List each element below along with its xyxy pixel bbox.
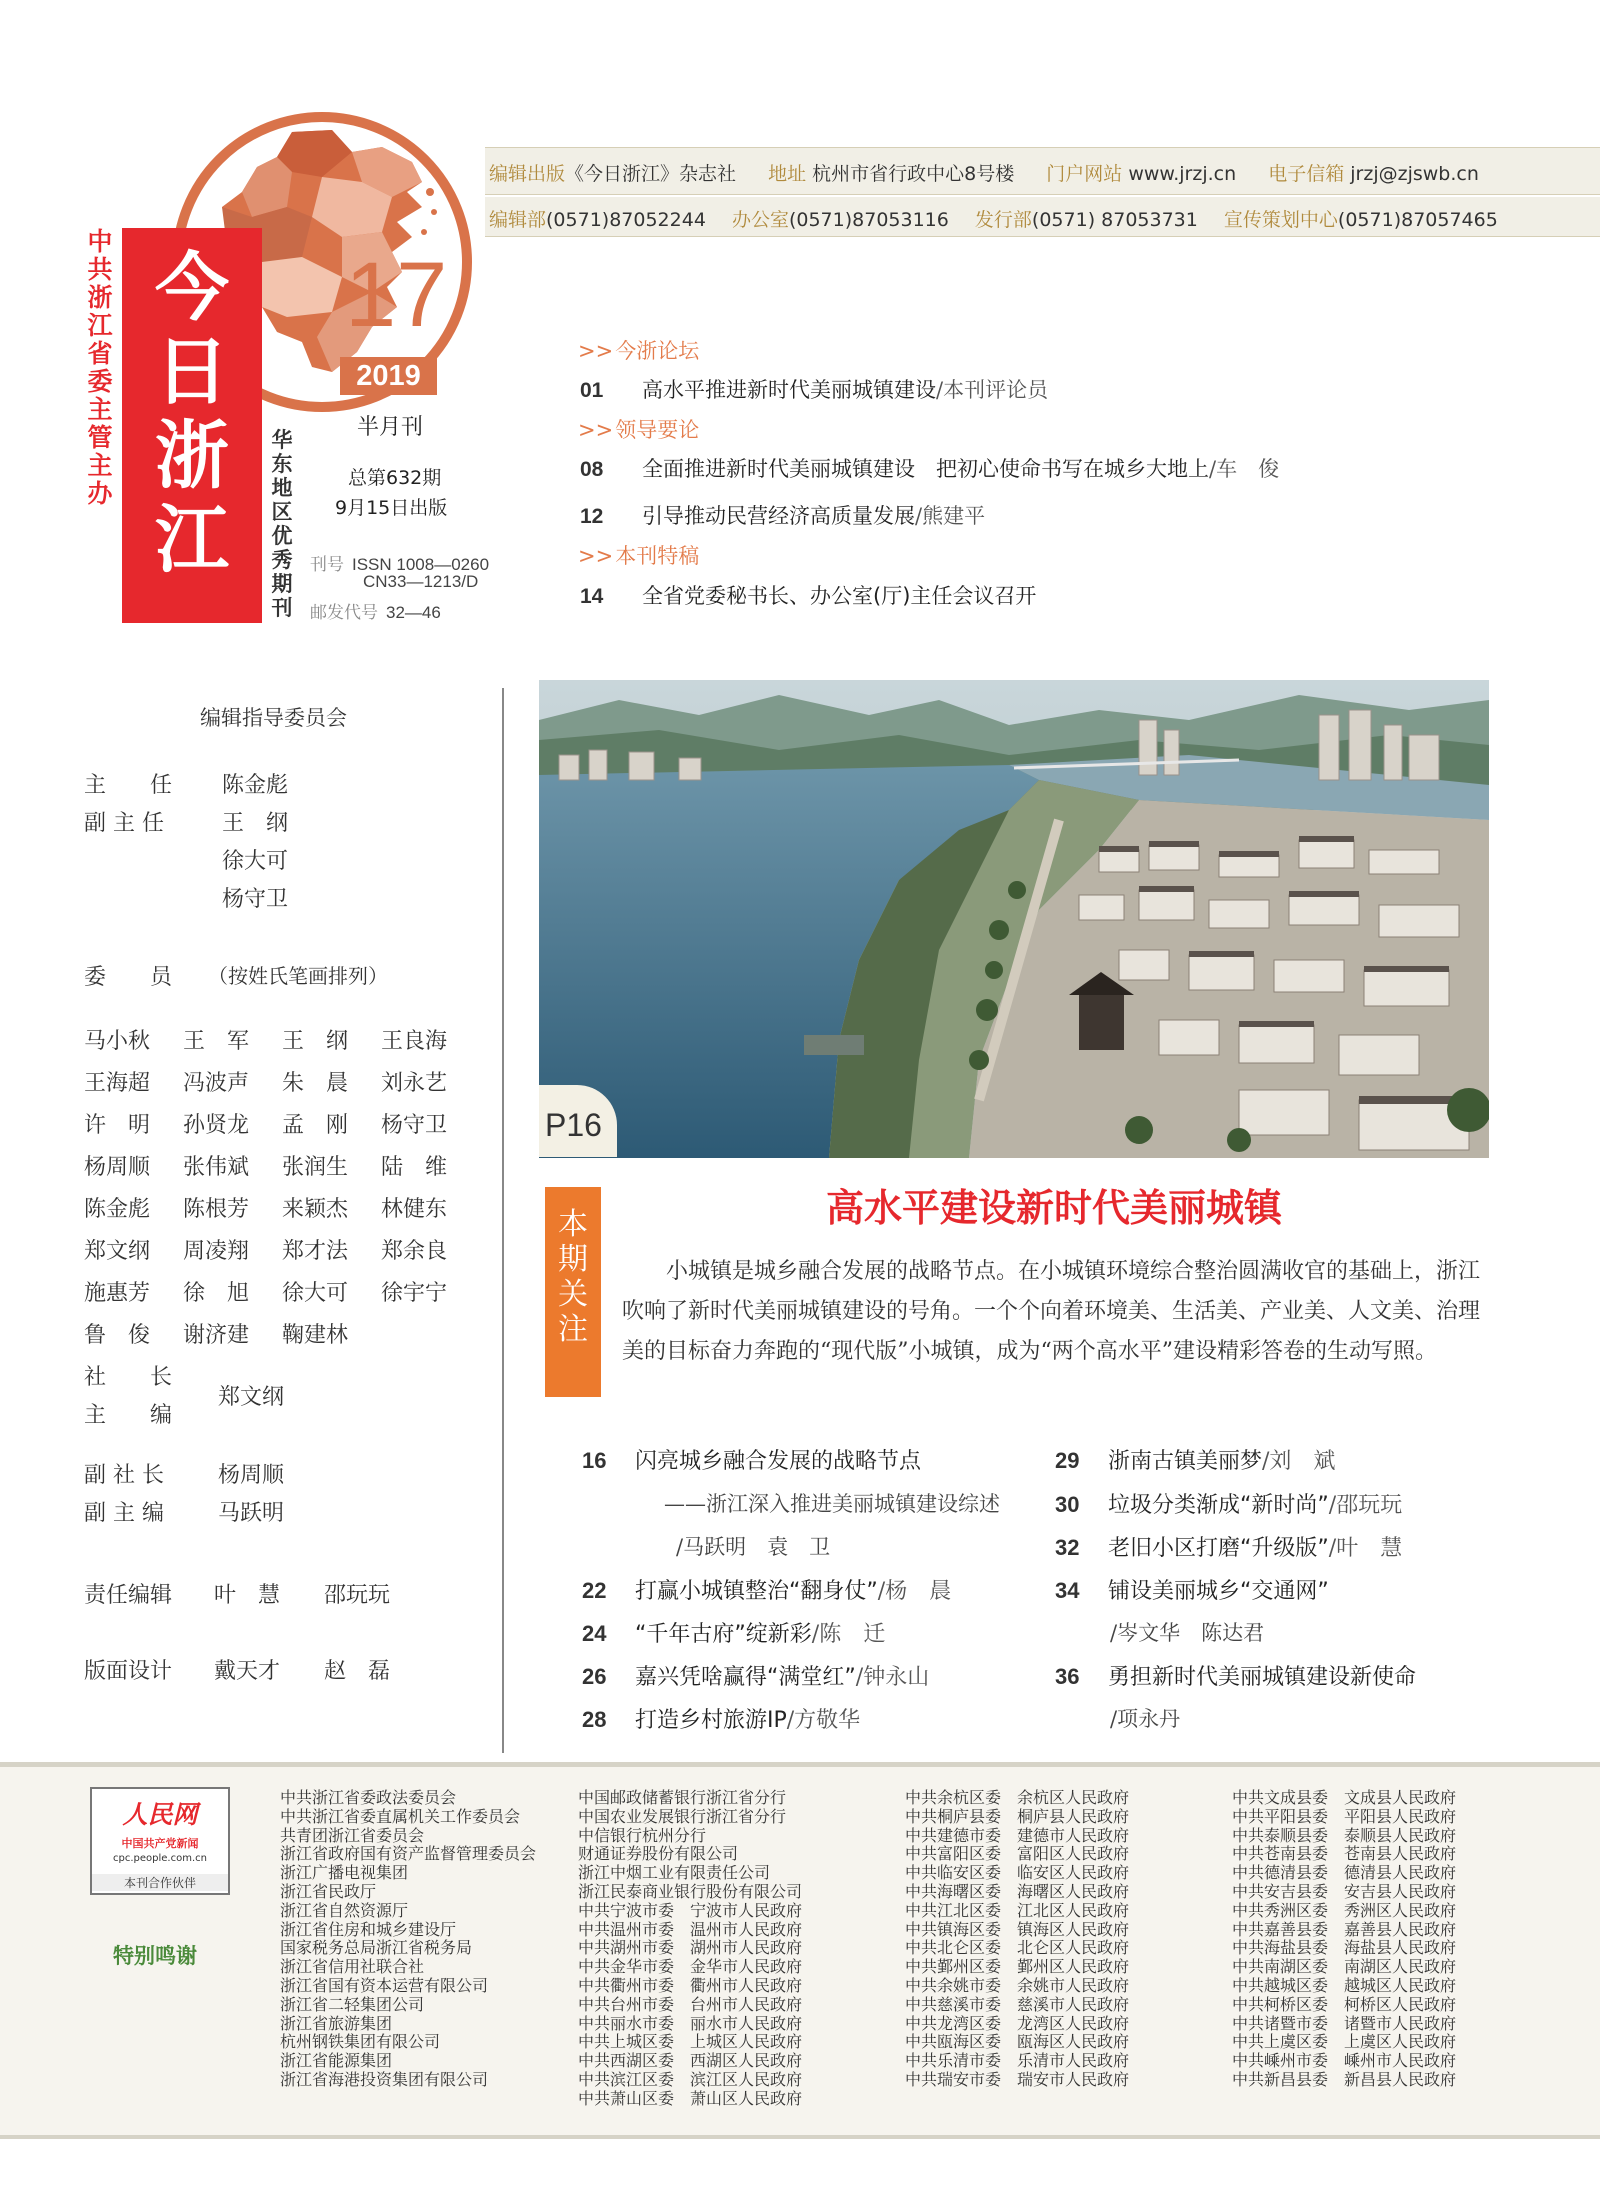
thanks-org-item: 中共湖州市委 湖州市人民政府 [578, 1938, 803, 1958]
thanks-org-item: 中共海曙区委 海曙区人民政府 [905, 1881, 1130, 1901]
section-heading: >>领导要论 [578, 418, 700, 442]
thanks-org-item: 浙江省政府国有资产监督管理委员会 [280, 1844, 537, 1864]
thanks-org-item: 中共滨江区委 滨江区人民政府 [578, 2069, 803, 2089]
thanks-org-item: 中共温州市委 温州市人民政府 [578, 1919, 803, 1939]
thanks-org-item: 中共越城区委 越城区人民政府 [1232, 1975, 1457, 1995]
publication-date: 9月15日出版 [335, 497, 448, 519]
toc-item[interactable]: 29 浙南古镇美丽梦/刘 斌 [1055, 1448, 1336, 1474]
thanks-org-item: 共青团浙江省委员会 [280, 1825, 425, 1845]
thanks-org-item: 中共瓯海区委 瓯海区人民政府 [905, 2032, 1130, 2052]
members-note: （按姓氏笔画排列） [208, 964, 388, 988]
committee-member-name: 陆 维 [381, 1155, 448, 1180]
toc-item[interactable]: 32 老旧小区打磨“升级版”/叶 慧 [1055, 1535, 1403, 1561]
publisher-info-line-1: 编辑出版《今日浙江》杂志社 地址 杭州市省行政中心8号楼 门户网站 www.jrzj.cn 电子信箱 jrzj@zjswb.cn [489, 163, 1479, 185]
thanks-org-item: 浙江广播电视集团 [280, 1863, 409, 1883]
thanks-org-item: 中共诸暨市委 诸暨市人民政府 [1232, 2013, 1457, 2033]
thanks-org-item: 财通证券股份有限公司 [578, 1844, 739, 1864]
committee-heading: 编辑指导委员会 [200, 706, 347, 730]
toc-item[interactable]: 16 闪亮城乡融合发展的战略节点 [582, 1448, 922, 1474]
postal-code-line: 邮发代号 32—46 [310, 603, 441, 622]
thanks-org-item: 中共文成县委 文成县人民政府 [1232, 1788, 1457, 1807]
section-heading: >>本刊特稿 [578, 544, 700, 568]
logo-char-1: 今 [155, 245, 229, 331]
committee-member-name: 徐宇宁 [381, 1281, 448, 1306]
committee-member-name: 来颖杰 [282, 1197, 349, 1222]
thanks-org-item: 中共柯桥区委 柯桥区人民政府 [1232, 1994, 1457, 2014]
issue-number: 17 [345, 244, 448, 346]
committee-member-name: 杨周顺 [84, 1155, 151, 1180]
thanks-org-item: 浙江省民政厅 [280, 1881, 377, 1901]
committee-member-name: 杨守卫 [381, 1113, 448, 1138]
thanks-org-item: 浙江中烟工业有限责任公司 [578, 1863, 771, 1883]
thanks-org-item: 中共富阳区委 富阳区人民政府 [905, 1844, 1130, 1864]
publisher-info-bar [485, 147, 1600, 195]
thanks-org-item: 中共桐庐县委 桐庐县人民政府 [905, 1806, 1130, 1826]
committee-member-name: 郑文纲 [84, 1239, 151, 1264]
thanks-org-item: 中国农业发展银行浙江省分行 [578, 1806, 787, 1826]
email-link[interactable]: jrzj@zjswb.cn [1350, 163, 1479, 185]
thanks-org-item: 中共上虞区委 上虞区人民政府 [1232, 2032, 1457, 2052]
toc-item-subtitle: ——浙江深入推进美丽城镇建设综述 [664, 1492, 1000, 1516]
members-role: 委 员 [84, 965, 173, 990]
vice-editor-role: 副 主 编 [84, 1501, 164, 1526]
thanks-org-item: 中共瑞安市委 瑞安市人民政府 [905, 2069, 1130, 2089]
thanks-org-item: 中共宁波市委 宁波市人民政府 [578, 1900, 803, 1920]
thanks-org-item: 中共萧山区委 萧山区人民政府 [578, 2088, 803, 2108]
president-editor-name: 郑文纲 [218, 1385, 285, 1410]
thanks-org-item: 中共秀洲区委 秀洲区人民政府 [1232, 1900, 1457, 1920]
photo-page-label: P16 [539, 1085, 617, 1157]
vice-editor-name: 马跃明 [218, 1501, 285, 1526]
logo-char-2: 日 [155, 329, 229, 415]
thanks-org-item: 浙江省能源集团 [280, 2051, 393, 2071]
responsible-editor-names: 叶 慧 邵玩玩 [214, 1583, 391, 1608]
people-daily-partner-logo: 人民网 中国共产党新闻 cpc.people.com.cn 本刊合作伙伴 [90, 1787, 230, 1895]
magazine-logo [122, 228, 262, 623]
thanks-org-item: 中共浙江省委直属机关工作委员会 [280, 1806, 521, 1826]
toc-item-author: /项永丹 [1110, 1707, 1181, 1731]
chief-editor-role: 主 编 [84, 1403, 173, 1428]
thanks-org-item: 中信银行杭州分行 [578, 1825, 707, 1845]
committee-member-name: 王 纲 [282, 1029, 349, 1054]
thanks-org-item: 中共泰顺县委 泰顺县人民政府 [1232, 1825, 1457, 1845]
toc-item[interactable]: 24 “千年古府”绽新彩/陈 迁 [582, 1621, 886, 1647]
thanks-org-column [1232, 1789, 1456, 2090]
committee-member-name: 谢济建 [183, 1323, 250, 1348]
committee-member-name: 冯波声 [183, 1071, 250, 1096]
committee-member-name: 鲁 俊 [84, 1323, 151, 1348]
thanks-org-item: 浙江省信用社联合社 [280, 1957, 425, 1977]
committee-member-name: 王 军 [183, 1029, 250, 1054]
committee-member-name: 徐大可 [282, 1281, 349, 1306]
thanks-org-item: 中共浙江省委政法委员会 [280, 1788, 457, 1807]
committee-member-name: 孙贤龙 [183, 1113, 250, 1138]
thanks-org-item: 浙江省旅游集团 [280, 2013, 393, 2033]
thanks-org-item: 中共余杭区委 余杭区人民政府 [905, 1788, 1130, 1807]
thanks-org-item: 中共鄞州区委 鄞州区人民政府 [905, 1957, 1130, 1977]
award-vertical-text: 华东地区优秀期刊 [271, 428, 293, 620]
committee-member-name: 陈根芳 [183, 1197, 250, 1222]
thanks-org-item: 中共德清县委 德清县人民政府 [1232, 1863, 1457, 1883]
thanks-org-item: 中共镇海区委 镇海区人民政府 [905, 1919, 1130, 1939]
committee-member-name: 陈金彪 [84, 1197, 151, 1222]
toc-item[interactable]: 30 垃圾分类渐成“新时尚”/邵玩玩 [1055, 1492, 1403, 1518]
committee-member-name: 林健东 [381, 1197, 448, 1222]
thanks-org-column [280, 1789, 536, 2090]
committee-member-name: 许 明 [84, 1113, 151, 1138]
publisher-info-line-2: 编辑部(0571)87052244 办公室(0571)87053116 发行部(0571) 87053731 宣传策划中心(0571)87057465 [489, 209, 1498, 231]
thanks-org-item: 中共南湖区委 南湖区人民政府 [1232, 1957, 1457, 1977]
thanks-org-item: 中共嘉善县委 嘉善县人民政府 [1232, 1919, 1457, 1939]
thanks-org-item: 浙江省海港投资集团有限公司 [280, 2069, 489, 2089]
committee-member-name: 郑余良 [381, 1239, 448, 1264]
deputy-name: 徐大可 [222, 849, 289, 874]
thanks-org-item: 中共新昌县委 新昌县人民政府 [1232, 2069, 1457, 2089]
toc-item[interactable]: 28 打造乡村旅游IP/方敬华 [582, 1707, 861, 1733]
thanks-org-item: 中共安吉县委 安吉县人民政府 [1232, 1881, 1457, 1901]
committee-member-name: 张伟斌 [183, 1155, 250, 1180]
thanks-org-item: 中共金华市委 金华市人民政府 [578, 1957, 803, 1977]
thanks-org-item: 中共西湖区委 西湖区人民政府 [578, 2051, 803, 2071]
thanks-org-item: 中国邮政储蓄银行浙江省分行 [578, 1788, 787, 1807]
thanks-org-item: 中共上城区委 上城区人民政府 [578, 2032, 803, 2052]
toc-item[interactable]: 14 全省党委秘书长、办公室(厅)主任会议召开 [580, 584, 1037, 608]
toc-item[interactable]: 26 嘉兴凭啥赢得“满堂红”/钟永山 [582, 1664, 930, 1690]
column-divider [502, 688, 504, 1753]
toc-item-author: /马跃明 袁 卫 [676, 1535, 831, 1559]
footer-divider-bottom [0, 2135, 1600, 2139]
toc-item[interactable]: 36 勇担新时代美丽城镇建设新使命 [1055, 1664, 1417, 1690]
director-role: 主 任 [84, 773, 173, 798]
thanks-org-item: 浙江省自然资源厅 [280, 1900, 409, 1920]
committee-member-name: 施惠芳 [84, 1281, 151, 1306]
deputy-name: 杨守卫 [222, 887, 289, 912]
committee-member-name: 朱 晨 [282, 1071, 349, 1096]
thanks-org-item: 浙江省二轻集团公司 [280, 1994, 425, 2014]
layout-designer-names: 戴天才 赵 磊 [214, 1659, 391, 1684]
thanks-org-column [905, 1789, 1129, 2090]
president-role: 社 长 [84, 1365, 173, 1390]
thanks-org-item: 中共台州市委 台州市人民政府 [578, 1994, 803, 2014]
thanks-org-column [578, 1789, 802, 2109]
thanks-org-item: 中共建德市委 建德市人民政府 [905, 1825, 1130, 1845]
thanks-org-item: 中共北仑区委 北仑区人民政府 [905, 1938, 1130, 1958]
section-heading: >>今浙论坛 [578, 339, 700, 363]
toc-item[interactable]: 12 引导推动民营经济高质量发展/熊建平 [580, 504, 986, 528]
committee-member-name: 马小秋 [84, 1029, 151, 1054]
committee-member-name: 鞠建林 [282, 1323, 349, 1348]
thanks-org-item: 中共龙湾区委 龙湾区人民政府 [905, 2013, 1130, 2033]
issue-year: 2019 [340, 357, 437, 395]
feature-title: 高水平建设新时代美丽城镇 [825, 1186, 1282, 1230]
committee-member-name: 王良海 [381, 1029, 448, 1054]
vice-president-name: 杨周顺 [218, 1463, 285, 1488]
thanks-org-item: 浙江省国有资本运营有限公司 [280, 1975, 489, 1995]
committee-member-name: 徐 旭 [183, 1281, 250, 1306]
committee-member-name: 刘永艺 [381, 1071, 448, 1096]
committee-member-name: 王海超 [84, 1071, 151, 1096]
thanks-org-item: 中共乐清市委 乐清市人民政府 [905, 2051, 1130, 2071]
vice-president-role: 副 社 长 [84, 1463, 164, 1488]
toc-item-author: /岑文华 陈达君 [1110, 1621, 1265, 1645]
thanks-org-item: 中共丽水市委 丽水市人民政府 [578, 2013, 803, 2033]
thanks-org-item: 国家税务总局浙江省税务局 [280, 1938, 473, 1958]
thanks-org-item: 杭州钢铁集团有限公司 [280, 2032, 441, 2052]
sponsor-vertical-text: 中共浙江省委主管主办 [87, 227, 113, 508]
thanks-org-item: 浙江省住房和城乡建设厅 [280, 1919, 457, 1939]
cn-line: CN33—1213/D [363, 572, 479, 591]
thanks-org-item: 中共海盐县委 海盐县人民政府 [1232, 1938, 1457, 1958]
thanks-org-item: 中共嵊州市委 嵊州市人民政府 [1232, 2051, 1457, 2071]
special-thanks-label: 特别鸣谢 [113, 1943, 197, 1968]
thanks-org-item: 中共苍南县委 苍南县人民政府 [1232, 1844, 1457, 1864]
thanks-org-item: 中共余姚市委 余姚市人民政府 [905, 1975, 1130, 1995]
committee-member-name: 周凌翔 [183, 1239, 250, 1264]
toc-item[interactable]: 01 高水平推进新时代美丽城镇建设/本刊评论员 [580, 378, 1049, 402]
total-issue-number: 总第632期 [348, 467, 442, 489]
thanks-org-item: 中共平阳县委 平阳县人民政府 [1232, 1806, 1457, 1826]
cover-photo-town-river [539, 680, 1489, 1158]
director-name: 陈金彪 [222, 773, 289, 798]
publication-frequency: 半月刊 [357, 415, 424, 440]
portal-website-link[interactable]: www.jrzj.cn [1128, 163, 1237, 185]
committee-member-name: 郑才法 [282, 1239, 349, 1264]
focus-tag: 本期关注 [545, 1187, 601, 1397]
thanks-org-item: 中共衢州市委 衢州市人民政府 [578, 1975, 803, 1995]
logo-char-4: 江 [155, 497, 229, 583]
committee-member-name: 张润生 [282, 1155, 349, 1180]
layout-design-role: 版面设计 [84, 1659, 173, 1684]
logo-char-3: 浙 [155, 413, 229, 499]
feature-intro: 小城镇是城乡融合发展的战略节点。在小城镇环境综合整治圆满收官的基础上，浙江吹响了新时代美丽城镇建设的号角。一个个向着环境美、生活美、产业美、人文美、治理美的目标奋力奔跑的“现代版”小城镇，成为“两个高水平”建设精彩答卷的生动写照。 [622, 1259, 1481, 1364]
thanks-org-item: 中共临安区委 临安区人民政府 [905, 1863, 1130, 1883]
toc-item[interactable]: 08 全面推进新时代美丽城镇建设 把初心使命书写在城乡大地上/车 俊 [580, 457, 1280, 481]
thanks-org-item: 中共江北区委 江北区人民政府 [905, 1900, 1130, 1920]
deputy-name: 王 纲 [222, 811, 289, 836]
thanks-org-item: 浙江民泰商业银行股份有限公司 [578, 1881, 803, 1901]
town-aerial-illustration [539, 680, 1489, 1158]
thanks-org-item: 中共慈溪市委 慈溪市人民政府 [905, 1994, 1130, 2014]
committee-members-grid [84, 1024, 480, 1349]
contact-info-bar [485, 197, 1600, 237]
deputy-role: 副 主 任 [84, 811, 164, 836]
responsible-editor-role: 责任编辑 [84, 1583, 173, 1608]
toc-item[interactable]: 34 铺设美丽城乡“交通网” [1055, 1578, 1329, 1604]
committee-member-name: 孟 刚 [282, 1113, 349, 1138]
issn-line: 刊号 ISSN 1008—0260 [310, 555, 490, 574]
toc-item[interactable]: 22 打赢小城镇整治“翻身仗”/杨 晨 [582, 1578, 952, 1604]
